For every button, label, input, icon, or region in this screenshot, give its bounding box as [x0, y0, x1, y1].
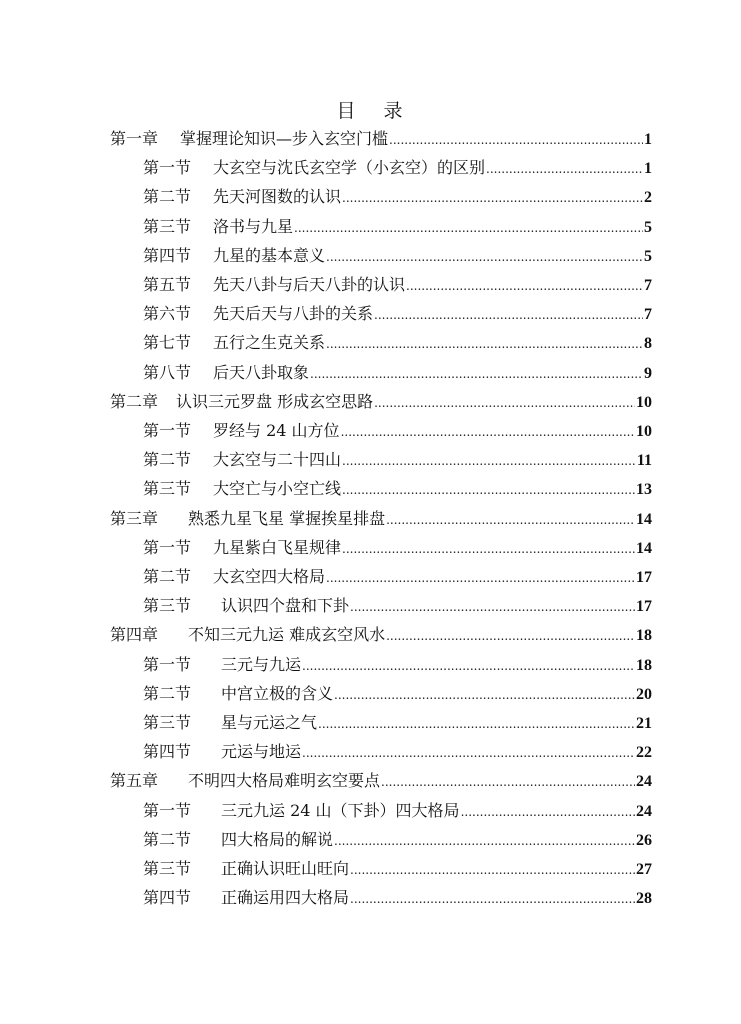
- toc-entry-title: 罗经与 24 山方位: [213, 421, 340, 440]
- toc-dot-leader: [318, 717, 635, 731]
- toc-page-number: 21: [636, 715, 652, 732]
- toc-entry-title: 四大格局的解说: [221, 829, 334, 849]
- toc-entry-number: 第三节: [143, 216, 192, 236]
- toc-entry-title: 元运与地运: [221, 742, 302, 762]
- toc-entry-number: 第二章: [110, 391, 159, 411]
- toc-page-number: 7: [644, 277, 652, 294]
- toc-entry-title: 九星的基本意义: [213, 245, 326, 265]
- toc-section-row[interactable]: [143, 683, 652, 706]
- toc-entry-number: 第一节: [143, 421, 192, 440]
- toc-entry-title: 正确认识旺山旺向: [221, 859, 350, 878]
- toc-page-number: 11: [636, 452, 652, 470]
- toc-entry-title: 不知三元九运 难成玄空风水: [188, 625, 386, 645]
- toc-dot-leader: [406, 279, 643, 293]
- toc-entry-number: 第五章: [110, 771, 159, 791]
- toc-dot-leader: [294, 221, 643, 235]
- toc-entry-number: 第三节: [143, 596, 192, 616]
- toc-entry-title: 洛书与九星: [213, 216, 294, 236]
- toc-entry-number: 第八节: [143, 362, 192, 382]
- toc-entry-title: 九星紫白飞星规律: [213, 537, 342, 557]
- toc-entry-number: 第二节: [143, 683, 192, 703]
- toc-dot-leader: [374, 308, 643, 322]
- toc-entry-number: 第四章: [110, 625, 159, 645]
- toc-heading: [0, 96, 741, 123]
- toc-dot-leader: [342, 483, 635, 497]
- toc-entry-number: 第一节: [143, 654, 192, 674]
- toc-chapter-row[interactable]: [110, 128, 652, 151]
- toc-section-row[interactable]: [143, 537, 652, 560]
- toc-page-number: 22: [636, 744, 652, 762]
- toc-section-row[interactable]: [143, 157, 652, 180]
- toc-dot-leader: [350, 892, 635, 906]
- toc-entry-title: 认识三元罗盘 形成玄空思路: [176, 391, 374, 411]
- toc-dot-leader: [326, 571, 635, 585]
- toc-section-row[interactable]: [143, 741, 652, 764]
- toc-section-row[interactable]: [143, 712, 652, 735]
- toc-entry-title: 后天八卦取象: [213, 362, 310, 382]
- toc-entry-number: 第一节: [143, 800, 192, 820]
- toc-entry-title: 大玄空四大格局: [213, 567, 326, 586]
- toc-entry-title: 正确运用四大格局: [221, 888, 350, 908]
- toc-entry-number: 第四节: [143, 245, 192, 265]
- toc-page-number: 1: [644, 131, 652, 148]
- toc-section-row[interactable]: [143, 216, 652, 239]
- toc-page-number: 20: [636, 685, 652, 703]
- toc-page-number: 17: [636, 569, 652, 586]
- toc-entry-number: 第六节: [143, 304, 192, 324]
- toc-page-number: 17: [636, 598, 652, 616]
- toc-entry-number: 第三章: [110, 508, 159, 528]
- toc-page-number: 10: [636, 423, 652, 440]
- toc-entry-title: 先天八卦与后天八卦的认识: [213, 275, 406, 294]
- toc-entry-number: 第七节: [143, 333, 192, 353]
- toc-section-row[interactable]: [143, 274, 652, 297]
- toc-entry-number: 第一章: [110, 129, 159, 148]
- toc-page-number: 2: [644, 189, 652, 207]
- toc-entry-title: 三元九运 24 山（下卦）四大格局: [221, 800, 460, 820]
- toc-entry-number: 第一节: [143, 158, 192, 178]
- toc-dot-leader: [341, 425, 635, 439]
- toc-section-row[interactable]: [143, 829, 652, 852]
- toc-dot-leader: [386, 629, 635, 643]
- toc-section-row[interactable]: [143, 449, 652, 472]
- toc-entry-number: 第五节: [143, 275, 192, 294]
- toc-dot-leader: [374, 396, 635, 410]
- toc-entry-title: 掌握理论知识—步入玄空门槛: [180, 129, 389, 148]
- toc-dot-leader: [334, 834, 635, 848]
- toc-dot-leader: [302, 746, 635, 760]
- toc-dot-leader: [486, 162, 643, 176]
- toc-dot-leader: [326, 337, 643, 351]
- toc-section-row[interactable]: [143, 420, 652, 443]
- toc-entry-title: 大玄空与沈氏玄空学（小玄空）的区别: [213, 158, 486, 178]
- toc-entry-title: 熟悉九星飞星 掌握挨星排盘: [188, 508, 386, 528]
- toc-dot-leader: [389, 133, 643, 147]
- toc-page-number: 18: [636, 627, 652, 645]
- toc-dot-leader: [342, 542, 635, 556]
- toc-page-number: 13: [636, 481, 652, 499]
- toc-dot-leader: [350, 863, 635, 877]
- toc-entry-title: 中宫立极的含义: [221, 683, 334, 703]
- toc-page-number: 14: [636, 510, 652, 528]
- toc-dot-leader: [386, 513, 635, 527]
- toc-entry-number: 第二节: [143, 187, 192, 207]
- toc-entry-title: 星与元运之气: [221, 713, 318, 732]
- toc-section-row[interactable]: [143, 478, 652, 501]
- toc-section-row[interactable]: [143, 303, 652, 326]
- toc-entry-title: 大空亡与小空亡线: [213, 479, 342, 499]
- toc-dot-leader: [350, 600, 635, 614]
- toc-dot-leader: [334, 688, 635, 702]
- toc-entry-number: 第二节: [143, 567, 192, 586]
- toc-entry-number: 第二节: [143, 829, 192, 849]
- toc-chapter-row[interactable]: [110, 624, 652, 647]
- toc-page-number: 9: [644, 364, 652, 382]
- toc-page-number: 18: [636, 656, 652, 674]
- toc-section-row[interactable]: [143, 858, 652, 881]
- toc-section-row[interactable]: [143, 332, 652, 355]
- toc-page-number: 28: [636, 890, 652, 908]
- toc-entry-title: 认识四个盘和下卦: [221, 596, 350, 616]
- toc-entry-title: 大玄空与二十四山: [213, 450, 342, 470]
- toc-page-number: 24: [636, 802, 652, 820]
- toc-entry-title: 先天河图数的认识: [213, 187, 342, 207]
- toc-dot-leader: [381, 775, 635, 789]
- toc-section-row[interactable]: [143, 654, 652, 677]
- toc-section-row[interactable]: [143, 887, 652, 910]
- toc-page-number: 1: [644, 160, 652, 178]
- toc-entry-number: 第三节: [143, 859, 192, 878]
- toc-dot-leader: [461, 805, 635, 819]
- toc-section-row[interactable]: [143, 595, 652, 618]
- toc-chapter-row[interactable]: [110, 391, 652, 414]
- toc-section-row[interactable]: [143, 800, 652, 823]
- toc-dot-leader: [342, 454, 636, 468]
- toc-entry-number: 第四节: [143, 888, 192, 908]
- toc-dot-leader: [310, 367, 643, 381]
- toc-dot-leader: [326, 250, 643, 264]
- toc-entry-number: 第一节: [143, 537, 192, 557]
- toc-entry-number: 第二节: [143, 450, 192, 470]
- toc-page-number: 7: [644, 306, 652, 324]
- toc-dot-leader: [302, 659, 635, 673]
- toc-page-number: 14: [636, 539, 652, 557]
- toc-entry-title: 先天后天与八卦的关系: [213, 304, 374, 324]
- toc-entry-title: 五行之生克关系: [213, 333, 326, 353]
- toc-section-row[interactable]: [143, 566, 652, 589]
- toc-section-row[interactable]: [143, 186, 652, 209]
- toc-page-number: 27: [636, 861, 652, 878]
- toc-entry-number: 第三节: [143, 713, 192, 732]
- toc-section-row[interactable]: [143, 362, 652, 385]
- toc-entry-title: 不明四大格局难明玄空要点: [188, 771, 381, 791]
- toc-chapter-row[interactable]: [110, 508, 652, 531]
- toc-entry-number: 第三节: [143, 479, 192, 499]
- toc-page-number: 10: [636, 393, 652, 411]
- toc-page-number: 24: [636, 773, 652, 791]
- toc-page-number: 5: [644, 247, 652, 265]
- toc-page-number: 8: [644, 335, 652, 353]
- toc-chapter-row[interactable]: [110, 770, 652, 793]
- toc-section-row[interactable]: [143, 245, 652, 268]
- toc-entry-number: 第四节: [143, 742, 192, 762]
- toc-heading-char-2: 录: [383, 100, 405, 122]
- toc-dot-leader: [342, 191, 643, 205]
- toc-entry-title: 三元与九运: [221, 654, 302, 674]
- toc-page-number: 5: [644, 218, 652, 236]
- toc-heading-char-1: 目: [336, 100, 358, 122]
- toc-page-number: 26: [636, 831, 652, 849]
